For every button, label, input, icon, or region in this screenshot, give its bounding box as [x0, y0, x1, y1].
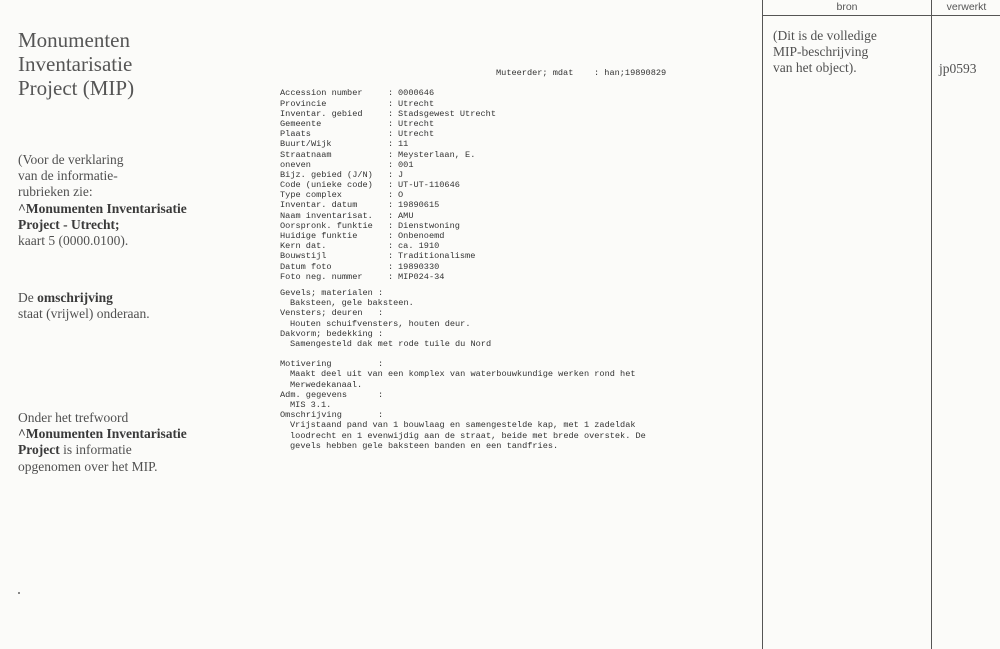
- record-field: [280, 221, 750, 231]
- field-separator: :: [388, 241, 394, 252]
- title-line-1: Monumenten: [18, 28, 130, 52]
- record-field: [280, 170, 750, 180]
- section-text: loodrecht en 1 evenwijdig aan de straat, beide met brede overstek. De: [290, 430, 646, 441]
- explanation-line-1: (Voor de verklaring: [18, 152, 124, 167]
- field-value: O: [398, 190, 404, 201]
- section-text: Baksteen, gele baksteen.: [290, 298, 414, 309]
- field-key: Inventar. datum: [280, 200, 358, 211]
- field-value: 001: [398, 159, 414, 170]
- field-key: Accession number: [280, 88, 363, 99]
- title-line-3: Project (MIP): [18, 76, 135, 100]
- explanation-link-2[interactable]: Project - Utrecht;: [18, 216, 120, 232]
- side-table-header: [763, 0, 1000, 16]
- record-field: [280, 88, 750, 98]
- field-separator: :: [388, 149, 394, 160]
- section-heading: Dakvorm; bedekking :: [280, 328, 384, 339]
- bron-line-3: van het object).: [773, 60, 857, 75]
- explanation-line-3: rubrieken zie:: [18, 184, 93, 200]
- description-line-2: staat (vrijwel) onderaan.: [18, 306, 150, 322]
- section-text: MIS 3.1.: [290, 400, 332, 411]
- field-value: 19890615: [398, 200, 440, 211]
- field-key: Inventar. gebied: [280, 108, 363, 119]
- field-key: Straatnaam: [280, 149, 332, 160]
- column-header-verwerkt: verwerkt: [946, 1, 987, 13]
- section-heading: Gevels; materialen :: [280, 287, 384, 298]
- record-field: [280, 129, 750, 139]
- field-value: 11: [398, 139, 409, 150]
- field-value: Dienstwoning: [398, 220, 460, 231]
- verwerkt-cell: jp0593: [939, 61, 977, 76]
- section-text: Merwedekanaal.: [290, 379, 363, 390]
- column-divider: [931, 0, 932, 649]
- field-key: Oorspronk. funktie: [280, 220, 373, 231]
- section-heading: Omschrijving :: [280, 410, 384, 421]
- field-key: Datum foto: [280, 261, 332, 272]
- field-key: Foto neg. nummer: [280, 271, 363, 282]
- record-field: [280, 99, 750, 109]
- section-heading: Motivering :: [280, 359, 384, 370]
- record-field: [280, 272, 750, 282]
- side-table: [762, 0, 1000, 649]
- field-key: Gemeente: [280, 118, 322, 129]
- field-value: Onbenoemd: [398, 231, 445, 242]
- field-separator: :: [388, 200, 394, 211]
- keyword-line-3: Project is informatie: [18, 442, 132, 458]
- field-separator: :: [388, 129, 394, 140]
- section-text: Samengesteld dak met rode tuile du Nord: [290, 338, 492, 349]
- column-header-bron: bron: [836, 1, 858, 13]
- field-separator: :: [388, 271, 394, 282]
- record-field: [280, 119, 750, 129]
- field-separator: :: [388, 98, 394, 109]
- field-key: Bijz. gebied (J/N): [280, 169, 373, 180]
- field-separator: :: [388, 159, 394, 170]
- field-separator: :: [388, 220, 394, 231]
- explanation-link-1[interactable]: ^Monumenten Inventarisatie: [18, 200, 187, 216]
- field-value: UT-UT-110646: [398, 180, 460, 191]
- field-key: Buurt/Wijk: [280, 139, 332, 150]
- field-separator: :: [388, 169, 394, 180]
- section-gap: [280, 349, 750, 359]
- field-key: Code (unieke code): [280, 180, 373, 191]
- record-field: [280, 200, 750, 210]
- description-note: [18, 290, 268, 322]
- keyword-note: [18, 410, 268, 475]
- field-value: Meysterlaan, E.: [398, 149, 476, 160]
- record-field: [280, 150, 750, 160]
- keyword-line-1: Onder het trefwoord: [18, 410, 129, 425]
- field-separator: :: [388, 180, 394, 191]
- section-text: gevels hebben gele baksteen banden en een tandfries.: [290, 440, 559, 451]
- section-heading: Vensters; deuren :: [280, 308, 384, 319]
- explanation-card: kaart 5 (0000.0100).: [18, 233, 129, 249]
- section-text: Maakt deel uit van een komplex van waterbouwkundige werken rond het: [290, 369, 636, 380]
- section-text: Vrijstaand pand van 1 bouwlaag en samengestelde kap, met 1 zadeldak: [290, 420, 636, 431]
- field-value: 19890330: [398, 261, 440, 272]
- record-field: [280, 241, 750, 251]
- record-field: [280, 109, 750, 119]
- field-separator: :: [388, 231, 394, 242]
- field-value: J: [398, 169, 404, 180]
- field-key: Bouwstijl: [280, 251, 327, 262]
- record-field: [280, 190, 750, 200]
- bron-line-1: (Dit is de volledige: [773, 28, 877, 43]
- mip-record: [280, 68, 750, 451]
- field-separator: :: [388, 139, 394, 150]
- field-value: Utrecht: [398, 118, 435, 129]
- field-key: oneven: [280, 159, 311, 170]
- field-value: Utrecht: [398, 129, 435, 140]
- keyword-link-1[interactable]: ^Monumenten Inventarisatie: [18, 426, 187, 442]
- title-line-2: Inventarisatie: [18, 52, 133, 76]
- description-line-1: De omschrijving: [18, 290, 113, 305]
- field-separator: :: [388, 88, 394, 99]
- muteerder-field: Muteerder; mdat : han;19890829: [496, 68, 667, 78]
- keyword-line-4: opgenomen over het MIP.: [18, 458, 158, 474]
- field-separator: :: [388, 108, 394, 119]
- field-value: 0000646: [398, 88, 435, 99]
- explanation-note: [18, 152, 268, 249]
- field-key: Naam inventarisat.: [280, 210, 373, 221]
- bron-line-2: MIP-beschrijving: [773, 44, 869, 59]
- field-value: MIP024-34: [398, 271, 445, 282]
- field-separator: :: [388, 118, 394, 129]
- record-field: [280, 160, 750, 170]
- field-value: ca. 1910: [398, 241, 440, 252]
- record-field: [280, 262, 750, 272]
- field-separator: :: [388, 210, 394, 221]
- section-heading: Adm. gegevens :: [280, 389, 384, 400]
- field-value: AMU: [398, 210, 414, 221]
- field-value: Traditionalisme: [398, 251, 476, 262]
- field-key: Type complex: [280, 190, 342, 201]
- record-field: [280, 231, 750, 241]
- record-field: [280, 180, 750, 190]
- field-value: Stadsgewest Utrecht: [398, 108, 496, 119]
- field-separator: :: [388, 190, 394, 201]
- speck-mark: [18, 592, 20, 594]
- field-key: Kern dat.: [280, 241, 327, 252]
- record-field: [280, 139, 750, 149]
- field-value: Utrecht: [398, 98, 435, 109]
- field-separator: :: [388, 261, 394, 272]
- section-text: Houten schuifvensters, houten deur.: [290, 318, 471, 329]
- record-field: [280, 211, 750, 221]
- bron-cell: [773, 28, 923, 76]
- keyword-link-2[interactable]: Project: [18, 442, 60, 458]
- page-title: [18, 28, 258, 100]
- field-key: Huidige funktie: [280, 231, 358, 242]
- explanation-line-2: van de informatie-: [18, 168, 118, 184]
- field-key: Provincie: [280, 98, 327, 109]
- record-field: [280, 251, 750, 261]
- field-key: Plaats: [280, 129, 311, 140]
- field-separator: :: [388, 251, 394, 262]
